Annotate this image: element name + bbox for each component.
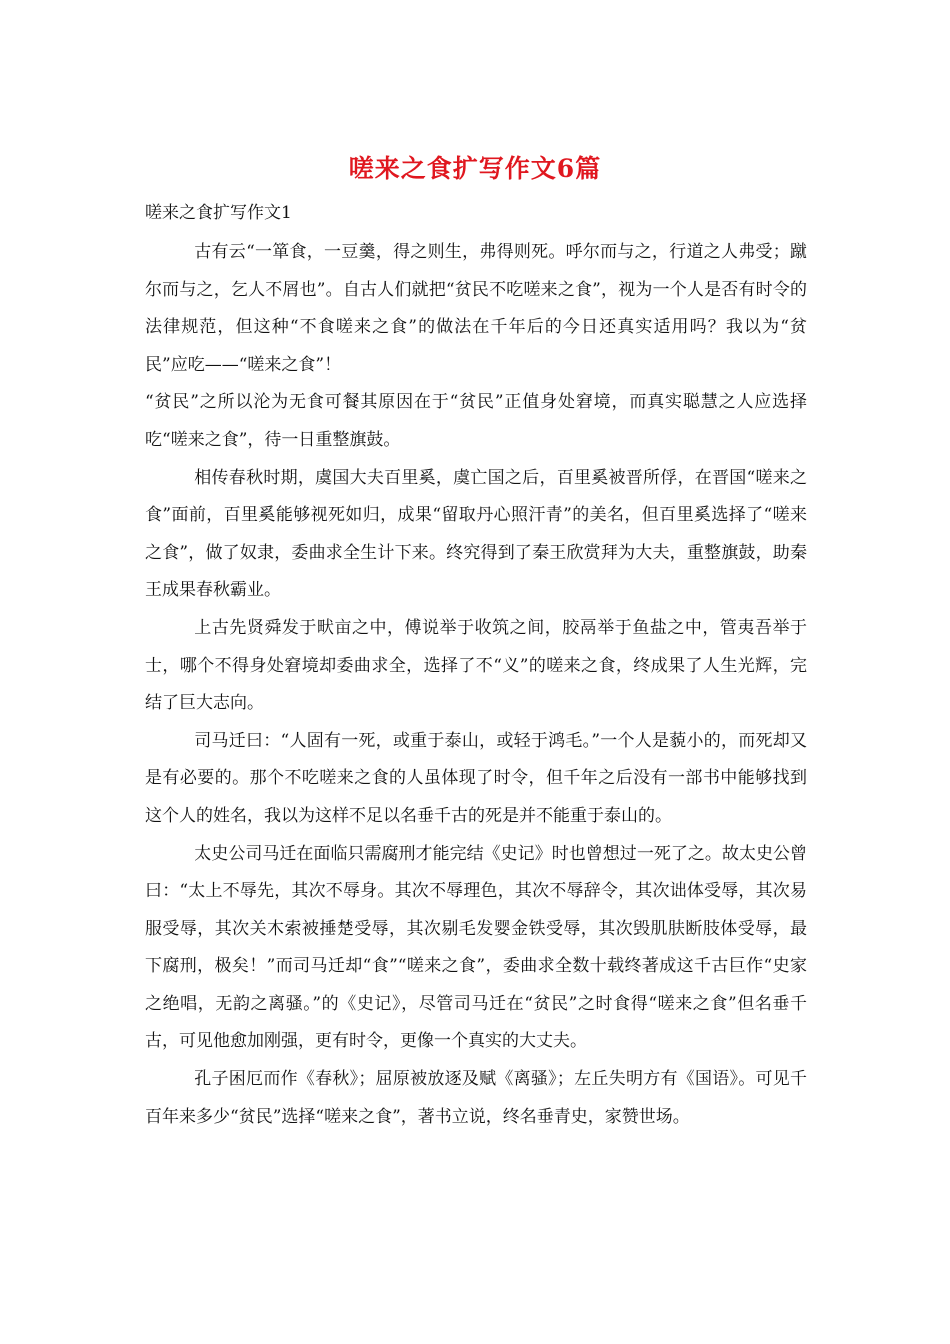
paragraph: 司马迁曰：“人固有一死，或重于泰山，或轻于鸿毛。”一个人是藐小的，而死却又是有必要的。那个不吃嗟来之食的人虽体现了时令，但千年之后没有一部书中能够找到这个人的姓名，我以为这样不足以名垂千古的死是并不能重于泰山的。 — [145, 730, 807, 826]
paragraph: 太史公司马迁在面临只需腐刑才能完结《史记》时也曾想过一死了之。故太史公曾曰：“太上不辱先，其次不辱身。其次不辱理色，其次不辱辞令，其次诎体受辱，其次易服受辱，其次关木索被捶楚受辱，其次剔毛发婴金铁受辱，其次毁肌肤断肢体受辱，最下腐刑，极矣！”而司马迁却“食”“嗟来之食”，委曲求全数十载终著成这千古巨作“史家之绝唱，无韵之离骚。”的《史记》，尽管司马迁在“贫民”之时食得“嗟来之食”但名垂千古，可见他愈加刚强，更有时令，更像一个真实的大丈夫。 — [145, 843, 807, 1052]
paragraph: “贫民”之所以沦为无食可餐其原因在于“贫民”正值身处窘境，而真实聪慧之人应选择吃“嗟来之食”，待一日重整旗鼓。 — [145, 392, 807, 450]
paragraph: 相传春秋时期，虞国大夫百里奚，虞亡国之后，百里奚被晋所俘，在晋国“嗟来之食”面前，百里奚能够视死如归，成果“留取丹心照汗青”的美名，但百里奚选择了“嗟来之食”，做了奴隶，委曲求全生计下来。终究得到了秦王欣赏拜为大夫，重整旗鼓，助秦王成果春秋霸业。 — [145, 467, 807, 601]
section-heading: 嗟来之食扩写作文1 — [145, 203, 292, 223]
document-body — [145, 234, 807, 1136]
document-title: 嗟来之食扩写作文6篇 — [348, 154, 602, 183]
paragraph: 孔子困厄而作《春秋》；屈原被放逐及赋《离骚》；左丘失明方有《国语》。可见千百年来多少“贫民”选择“嗟来之食”，著书立说，终名垂青史，家赞世场。 — [145, 1069, 807, 1127]
paragraph: 古有云“一箪食，一豆羹，得之则生，弗得则死。呼尔而与之，行道之人弗受；蹴尔而与之，乞人不屑也”。自古人们就把“贫民不吃嗟来之食”，视为一个人是否有时令的法律规范，但这种“不食嗟来之食”的做法在千年后的今日还真实适用吗？我以为“贫民”应吃——“嗟来之食”！ — [145, 242, 807, 375]
paragraph: 上古先贤舜发于畎亩之中，傅说举于收筑之间，胶鬲举于鱼盐之中，管夷吾举于士，哪个不得身处窘境却委曲求全，选择了不“义”的嗟来之食，终成果了人生光辉，完结了巨大志向。 — [145, 617, 807, 714]
